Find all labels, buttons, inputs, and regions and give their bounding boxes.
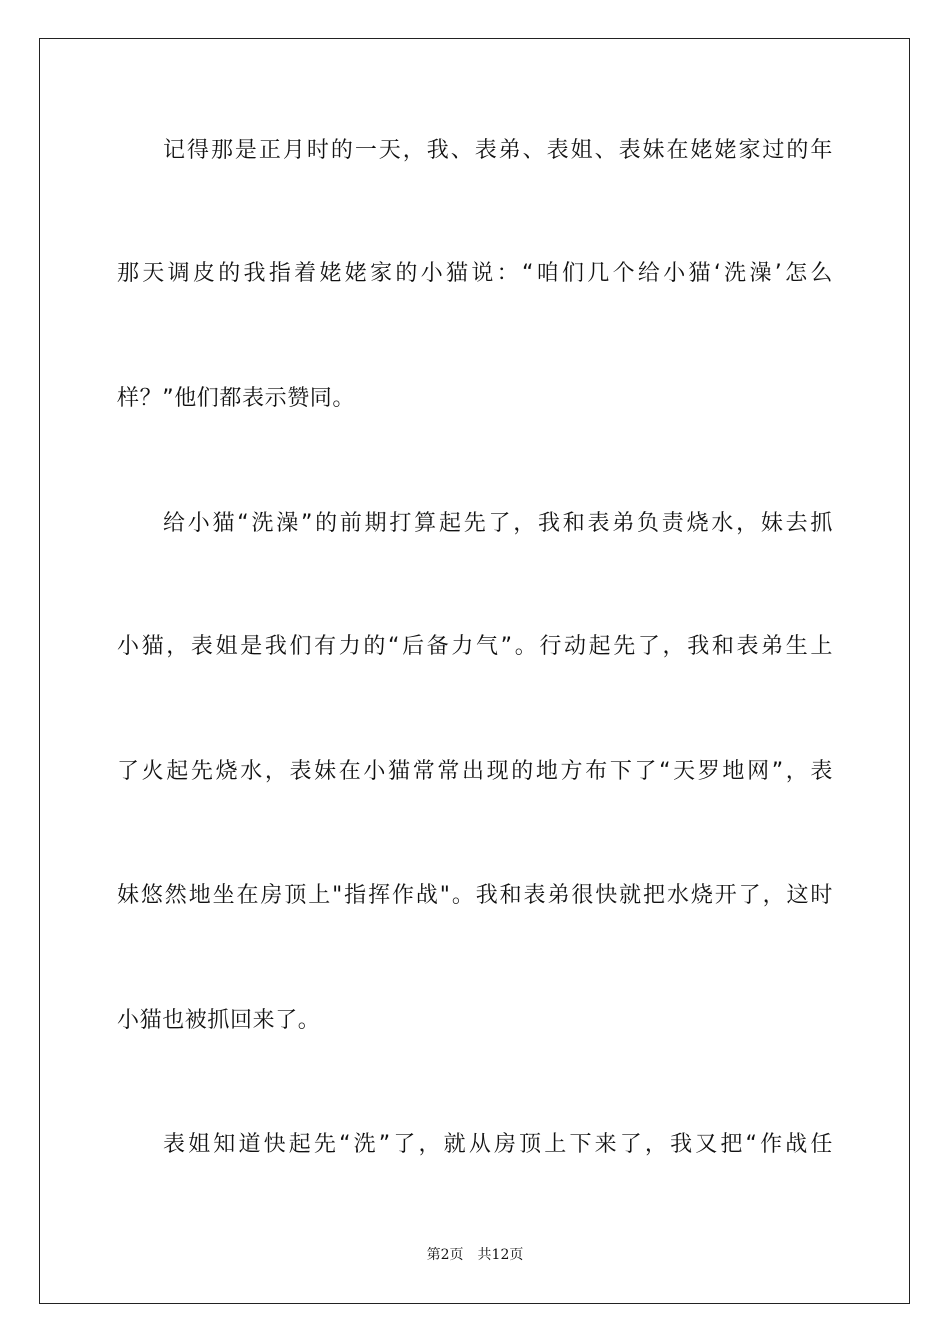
paragraph-2-line-1: 给小猫“洗澡”的前期打算起先了，我和表弟负责烧水，妹去抓: [163, 511, 833, 536]
paragraph-1-line-2: 那天调皮的我指着姥姥家的小猫说：“咱们几个给小猫‘洗澡’怎么: [117, 261, 833, 286]
paragraph-2-line-2: 小猫，表姐是我们有力的“后备力气”。行动起先了，我和表弟生上: [117, 634, 833, 659]
paragraph-3-line-1: 表姐知道快起先“洗”了，就从房顶上下来了，我又把“作战任: [163, 1132, 833, 1157]
page-number-total: 共12页: [477, 1247, 524, 1263]
page-border: [39, 38, 910, 1304]
paragraph-1-line-3: 样？”他们都表示赞同。: [117, 386, 355, 411]
paragraph-1-line-1: 记得那是正月时的一天，我、表弟、表姐、表妹在姥姥家过的年: [163, 138, 833, 163]
paragraph-2-line-3: 了火起先烧水，表妹在小猫常常出现的地方布下了“天罗地网”，表: [117, 759, 833, 784]
paragraph-2-line-4: 妹悠然地坐在房顶上"指挥作战"。我和表弟很快就把水烧开了，这时: [117, 883, 833, 908]
page-footer: [0, 1246, 950, 1264]
page-number-current: 第2页: [426, 1247, 464, 1263]
paragraph-2-line-5: 小猫也被抓回来了。: [117, 1008, 321, 1033]
